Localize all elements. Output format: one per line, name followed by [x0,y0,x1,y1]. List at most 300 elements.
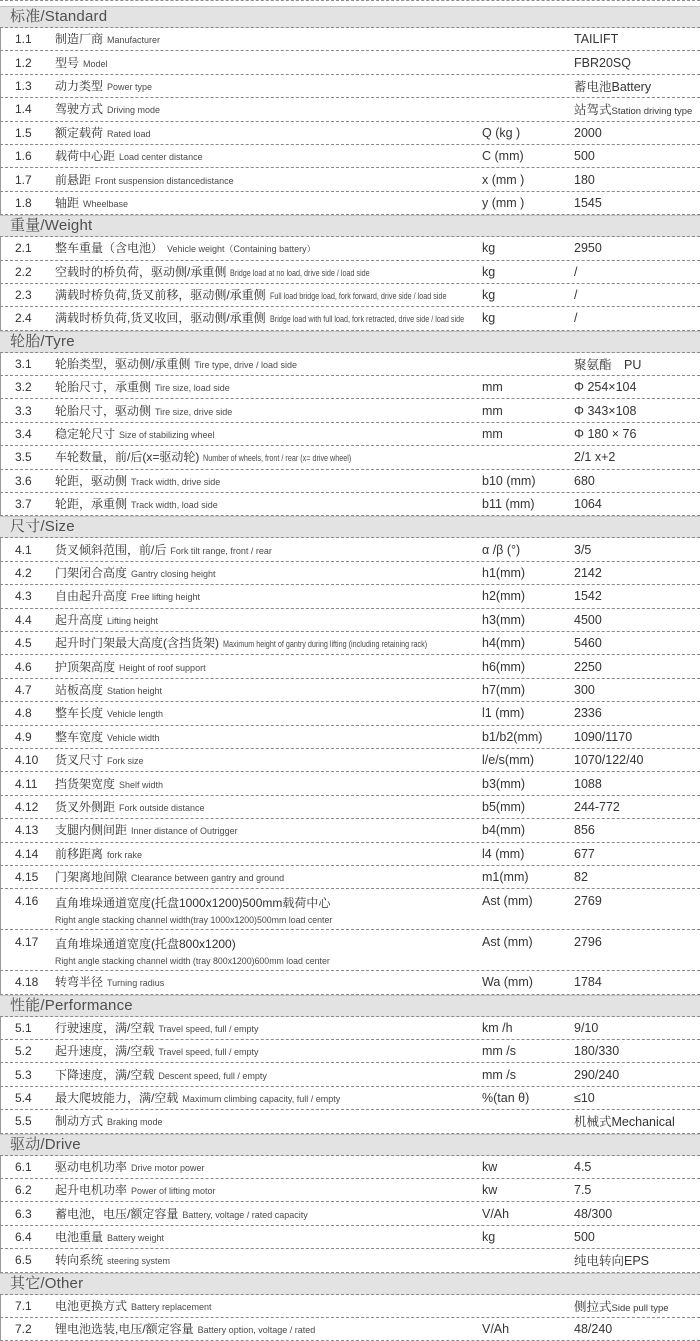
row-value [574,930,700,949]
row-value-main: 680 [574,473,595,488]
row-value-main: 1064 [574,497,602,512]
spec-row [0,796,700,819]
row-label-line1 [55,935,482,953]
spec-row [0,51,700,74]
row-description [49,448,482,466]
spec-row [0,1156,700,1179]
row-label-en: Power type [107,81,153,92]
spec-row [0,28,700,51]
row-description [49,309,482,327]
row-label-en: Size of stabilizing wheel [119,430,215,441]
row-label-zh: 动力类型 [55,78,104,93]
row-value [574,566,700,580]
row-label-en: Battery weight [107,1232,165,1243]
row-number: 3.7 [15,497,32,512]
row-label-zh: 满载时桥负荷,货叉收回，驱动侧/承重侧 [55,311,266,326]
row-description [49,798,482,816]
row-label-zh: 门架离地间隙 [55,870,128,885]
row-value-main: 677 [574,846,595,861]
spec-row [0,632,700,655]
spec-row [0,1063,700,1086]
row-description [49,100,482,118]
row-value-main: 1088 [574,776,602,791]
row-label-en: Maximum height of gantry during lifting (including retaining rack) [223,639,428,650]
row-symbol-unit: Ast (mm) [482,894,533,909]
row-value-main: 300 [574,682,595,697]
row-label-zh: 整车长度 [55,706,104,721]
row-symbol-unit: C (mm) [482,149,524,164]
row-label-en: Descent speed, full / empty [158,1070,267,1081]
row-label-zh: 转弯半径 [55,975,104,990]
row-number: 4.12 [15,799,39,814]
row-symbol-unit: V/Ah [482,1322,510,1337]
row-value [574,126,700,140]
row-value-main: 1542 [574,589,602,604]
spec-row [0,819,700,842]
row-value-main: 180/330 [574,1044,620,1059]
row-value-main: 1090/1170 [574,729,633,744]
row-value-main: Φ 343×108 [574,403,637,418]
row-label-en: Maximum climbing capacity, full / empty [182,1094,341,1105]
row-value [574,889,700,908]
row-label-zh: 货叉倾斜范围，前/后 [55,542,167,557]
row-label-en: Driving mode [107,105,161,116]
row-description [49,425,482,443]
row-symbol-unit: %(tan θ) [482,1091,530,1106]
row-description [49,541,482,559]
row-label-zh: 驱动电机功率 [55,1159,128,1174]
row-description [49,973,482,991]
row-symbol-unit: x (mm ) [482,172,525,187]
row-label-zh: 蓄电池，电压/额定容量 [55,1206,179,1221]
row-value [574,355,700,373]
row-value-main: 机械式Mechanical [574,1115,675,1130]
row-description [49,378,482,396]
row-value [574,404,700,418]
row-value-main: 2000 [574,125,602,140]
row-description [49,564,482,582]
row-value-main: 2250 [574,659,602,674]
row-description [49,1112,482,1130]
row-number: 4.14 [15,846,39,861]
row-symbol-unit: b3(mm) [482,776,526,791]
row-symbol-unit: Q (kg ) [482,125,521,140]
spec-row [0,538,700,561]
row-number: 4.4 [15,612,32,627]
row-label-zh: 车轮数量，前/后(x=驱动轮) [55,450,200,465]
row-symbol-unit: α /β (°) [482,542,521,557]
row-label-en: Model [83,58,108,69]
row-symbol-unit: mm /s [482,1044,517,1059]
row-value-main: 1070/122/40 [574,753,644,768]
row-number: 1.4 [15,102,32,117]
row-value-main: FBR20SQ [574,55,631,70]
row-label-en: Rated load [107,128,151,139]
section-header: 轮胎/Tyre [0,331,700,353]
row-label-zh: 轮胎尺寸，驱动侧 [55,403,152,418]
row-description [49,751,482,769]
row-number: 3.1 [15,356,32,371]
row-symbol-unit: l/e/s(mm) [482,753,535,768]
row-number: 3.6 [15,473,32,488]
row-label-zh: 额定载荷 [55,125,104,140]
spec-row [0,749,700,772]
row-label-en: Fork tilt range, front / rear [170,545,272,556]
row-value [574,149,700,163]
row-label-en: Full load bridge load, fork forward, drive side / load side [269,291,447,302]
row-value [574,1068,700,1082]
row-number: 5.5 [15,1114,32,1129]
spec-row [0,772,700,795]
row-number: 4.11 [15,776,38,791]
row-label-zh: 轮距，承重侧 [55,497,128,512]
row-value [574,589,700,603]
row-number: 4.17 [15,935,39,950]
row-description [49,1158,482,1176]
row-label-en: Bridge load with full load, fork retracted, drive side / load side [269,314,464,325]
spec-row [0,145,700,168]
row-description [49,1089,482,1107]
row-symbol-unit: kg [482,241,496,256]
row-label-zh: 电池更换方式 [55,1298,128,1313]
row-symbol-unit: V/Ah [482,1206,510,1221]
spec-row [0,889,700,930]
row-value [574,1322,700,1336]
row-description [49,54,482,72]
row-label-en: Front suspension distancedistance [95,175,234,186]
row-value-main: 站驾式 [574,103,612,118]
row-number: 5.4 [15,1091,32,1106]
row-number: 2.1 [15,241,32,256]
spec-row [0,1202,700,1225]
row-label-en: Battery option, voltage / rated [197,1325,316,1336]
row-value [574,77,700,95]
row-value-main: 1784 [574,975,602,990]
row-value-main: 纯电转向EPS [574,1254,650,1269]
row-label-en: Height of roof support [119,662,206,673]
spec-row [0,192,700,215]
row-symbol-unit: m1(mm) [482,870,529,885]
row-description [49,634,482,652]
row-label-zh: 行驶速度，满/空载 [55,1020,155,1035]
row-symbol-unit: h3(mm) [482,612,526,627]
row-description [49,1181,482,1199]
row-value [574,474,700,488]
row-number: 5.3 [15,1067,32,1082]
spec-row [0,122,700,145]
row-label-zh: 整车重量（含电池） [55,241,164,256]
row-value [574,730,700,744]
row-number: 1.2 [15,55,32,70]
row-label-zh: 满载时桥负荷,货叉前移，驱动侧/承重侧 [55,288,266,303]
row-label-zh: 货叉尺寸 [55,753,104,768]
row-value [574,265,700,279]
row-number: 4.18 [15,975,39,990]
row-number: 4.1 [15,542,32,557]
row-label-en: Power of lifting motor [131,1186,216,1197]
spec-row [0,423,700,446]
row-symbol-unit: kw [482,1183,498,1198]
row-label-en: Load center distance [119,152,203,163]
row-description [49,1297,482,1315]
row-value-main: 500 [574,1229,595,1244]
row-value-main: 2950 [574,241,602,256]
row-value [574,1207,700,1221]
row-value [574,777,700,791]
row-number: 2.2 [15,264,32,279]
row-value-main: 856 [574,823,595,838]
section-header: 驱动/Drive [0,1134,700,1156]
row-value-main: 2142 [574,566,602,580]
row-label-zh: 门架闭合高度 [55,566,128,580]
spec-row [0,655,700,678]
row-description [49,1019,482,1037]
row-value [574,56,700,70]
row-description [49,239,482,257]
row-value-main: 1545 [574,195,602,210]
row-label-zh: 稳定轮尺寸 [55,427,116,442]
row-label-zh: 电池重量 [55,1229,104,1244]
row-value-main: 侧拉式 [574,1299,612,1314]
row-number: 6.4 [15,1229,32,1244]
row-value [574,241,700,255]
row-label-zh: 货叉外侧距 [55,799,116,814]
row-label-zh: 载荷中心距 [55,149,116,164]
row-number: 1.3 [15,78,32,93]
row-label-en: Braking mode [107,1117,163,1128]
spec-row [0,843,700,866]
row-symbol-unit: b10 (mm) [482,473,536,488]
row-label-zh: 起升速度，满/空载 [55,1044,155,1059]
row-description [49,845,482,863]
row-description [49,1042,482,1060]
row-symbol-unit: mm [482,380,503,395]
row-number: 4.6 [15,659,32,674]
spec-row [0,307,700,330]
row-value [574,288,700,302]
row-label-en: Track width, drive side [131,476,221,487]
row-number: 4.7 [15,682,32,697]
spec-row [0,261,700,284]
row-description [49,681,482,699]
row-label-en: Tire size, load side [155,383,230,394]
row-label-en: Shelf width [119,779,164,790]
row-number: 4.10 [15,753,39,768]
row-value-main: 82 [574,870,588,885]
row-description [49,402,482,420]
row-number: 2.4 [15,311,32,326]
spec-row [0,168,700,191]
row-symbol-unit: kw [482,1159,498,1174]
row-label-en: Right angle stacking channel width (tray 800x1200)600mm load center [55,956,330,967]
row-label-zh: 型号 [55,55,80,70]
row-value-main: 500 [574,149,595,164]
row-number: 6.5 [15,1253,32,1268]
row-value [574,683,700,697]
row-number: 3.3 [15,403,32,418]
row-value-main: 3/5 [574,542,592,557]
row-number: 6.1 [15,1159,32,1174]
row-value-main: 290/240 [574,1067,620,1082]
row-value-main: TAILIFT [574,32,619,47]
row-number: 7.2 [15,1322,32,1337]
row-symbol-unit: km /h [482,1020,513,1035]
row-description [49,1205,482,1223]
row-number: 2.3 [15,288,32,303]
row-description [49,868,482,886]
row-value-main: 7.5 [574,1183,592,1198]
row-value [574,1021,700,1035]
row-label-en: Right angle stacking channel width(tray 1000x1200)500mm load center [55,915,333,926]
row-description [49,587,482,605]
row-value [574,1297,700,1315]
row-symbol-unit: Wa (mm) [482,975,533,990]
spec-row [0,562,700,585]
row-symbol-unit: b4(mm) [482,823,526,838]
row-label-zh: 最大爬坡能力，满/空载 [55,1091,179,1106]
row-number: 1.7 [15,172,32,187]
row-label-en: Battery, voltage / rated capacity [182,1209,308,1220]
row-value [574,427,700,441]
row-value-main: 4.5 [574,1159,592,1174]
row-description [49,704,482,722]
row-value [574,196,700,210]
row-number: 4.8 [15,706,32,721]
row-value [574,636,700,650]
row-number: 1.1 [15,32,32,47]
row-symbol-unit: h6(mm) [482,659,526,674]
row-number: 3.2 [15,380,32,395]
row-description [49,495,482,513]
spec-row [0,726,700,749]
row-value-main: Φ 180 × 76 [574,427,637,442]
section-header: 尺寸/Size [0,516,700,538]
spec-row [0,1249,700,1272]
row-value [574,32,700,46]
row-symbol-unit: y (mm ) [482,195,525,210]
row-label-zh: 站板高度 [55,682,104,697]
row-number: 5.1 [15,1020,32,1035]
row-description [49,1320,482,1338]
row-symbol-unit: b11 (mm) [482,497,535,512]
row-symbol-unit: l1 (mm) [482,706,525,721]
row-label-zh: 空载时的桥负荷，驱动侧/承重侧 [55,264,227,279]
row-description [49,263,482,281]
row-label-en: Vehicle weight（Containing battery） [167,244,316,255]
section-header: 重量/Weight [0,215,700,237]
row-label-en: Gantry closing height [131,569,216,579]
spec-row [0,493,700,516]
row-value [574,975,700,989]
row-number: 5.2 [15,1044,32,1059]
spec-row [0,1318,700,1341]
row-label-en: Turning radius [107,978,165,989]
spec-row [0,971,700,994]
row-symbol-unit: h2(mm) [482,589,526,604]
spec-row [0,1179,700,1202]
spec-row [0,930,700,971]
row-description [49,147,482,165]
row-description [49,77,482,95]
row-label-en: Tire type, drive / load side [194,359,298,370]
row-label-en: Manufacturer [107,35,161,46]
row-label-zh: 锂电池选装,电压/额定容量 [55,1322,194,1337]
spec-row [0,75,700,98]
row-label-zh: 制造厂商 [55,32,104,47]
row-value [574,613,700,627]
row-number: 6.2 [15,1183,32,1198]
row-label-line1 [55,894,482,912]
row-description [49,821,482,839]
spec-row [0,1087,700,1110]
row-value [574,1112,700,1130]
row-value-main: / [574,311,578,326]
row-number: 7.1 [15,1298,32,1313]
row-symbol-unit: h7(mm) [482,682,526,697]
spec-row [0,446,700,469]
row-value [574,1091,700,1105]
row-label-zh: 支腿内侧间距 [55,823,128,838]
section-header: 其它/Other [0,1273,700,1295]
row-symbol-unit: kg [482,264,496,279]
row-symbol-unit: l4 (mm) [482,846,525,861]
row-number: 4.2 [15,566,32,580]
row-label-en: Free lifting height [131,592,201,603]
section-header: 标准/Standard [0,6,700,28]
row-value-main: 48/300 [574,1206,613,1221]
row-label-zh: 制动方式 [55,1114,104,1129]
spec-row [0,399,700,422]
row-label-en: steering system [107,1256,171,1267]
row-number: 3.5 [15,450,32,465]
row-description [49,355,482,373]
row-description [49,930,482,966]
row-symbol-unit: b1/b2(mm) [482,729,543,744]
row-value [574,870,700,884]
row-label-en: Station height [107,685,163,696]
row-label-zh: 转向系统 [55,1253,104,1268]
row-value-main: 244-772 [574,799,620,814]
row-number: 1.8 [15,195,32,210]
row-label-zh: 护顶架高度 [55,659,116,674]
spec-row [0,866,700,889]
row-value [574,543,700,557]
spec-row [0,609,700,632]
row-description [49,889,482,925]
row-symbol-unit: h4(mm) [482,636,526,651]
row-label-zh: 挡货架宽度 [55,776,116,791]
row-number: 3.4 [15,427,32,442]
row-number: 4.3 [15,589,32,604]
row-description [49,1228,482,1246]
row-label-zh: 自由起升高度 [55,589,128,604]
row-label-zh: 整车宽度 [55,729,104,744]
row-value [574,173,700,187]
row-label-zh: 轮距，驱动侧 [55,473,128,488]
row-number: 4.16 [15,894,39,909]
row-symbol-unit: kg [482,311,496,326]
spec-row [0,237,700,260]
row-label-zh: 轴距 [55,195,80,210]
row-value [574,311,700,325]
row-description [49,30,482,48]
row-value-main: Φ 254×104 [574,380,637,395]
row-value [574,706,700,720]
spec-row [0,284,700,307]
row-value-main: ≤10 [574,1091,595,1106]
row-value [574,800,700,814]
row-description [49,124,482,142]
